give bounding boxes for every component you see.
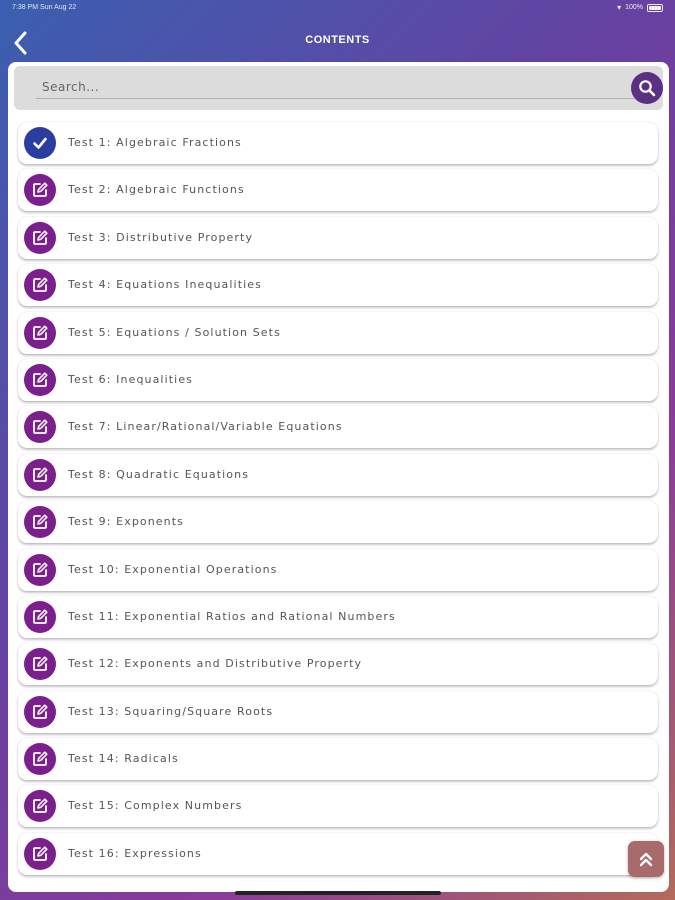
list-item-label: Test 9: Exponents <box>68 515 184 529</box>
list-item[interactable] <box>18 359 658 401</box>
wifi-icon: ▾ <box>617 3 622 12</box>
completed-status-icon <box>24 127 56 159</box>
edit-icon <box>31 276 49 294</box>
list-item[interactable] <box>18 643 658 685</box>
pending-status-icon <box>24 790 56 822</box>
status-time-date <box>12 4 76 11</box>
search-icon <box>638 79 656 97</box>
list-item-label: Test 1: Algebraic Fractions <box>68 136 242 149</box>
pending-status-icon <box>24 601 56 633</box>
list-item[interactable] <box>18 217 658 259</box>
pending-status-icon <box>24 506 56 538</box>
status-indicators <box>617 3 663 12</box>
list-item-label: Test 2: Algebraic Functions <box>68 183 245 197</box>
list-item[interactable] <box>18 406 658 448</box>
edit-icon <box>31 703 49 721</box>
list-item[interactable] <box>18 596 658 638</box>
list-item-label: Test 15: Complex Numbers <box>68 799 243 813</box>
double-chevron-up-icon <box>637 850 655 868</box>
pending-status-icon <box>24 364 56 396</box>
pending-status-icon <box>24 317 56 349</box>
edit-icon <box>31 513 49 531</box>
edit-icon <box>31 229 49 247</box>
battery-icon <box>647 4 663 12</box>
list-item[interactable] <box>18 738 658 780</box>
edit-icon <box>31 561 49 579</box>
status-time: 7:38 PM <box>12 4 39 11</box>
list-item-label: Test 3: Distributive Property <box>68 230 254 244</box>
list-item-label: Test 6: Inequalities <box>68 372 194 386</box>
edit-icon <box>31 181 49 199</box>
status-bar <box>0 0 675 16</box>
search-bar <box>14 66 663 110</box>
status-date: Sun Aug 22 <box>40 4 77 11</box>
pending-status-icon <box>24 222 56 254</box>
search-button[interactable] <box>631 72 663 104</box>
edit-icon <box>31 418 49 436</box>
list-item[interactable] <box>18 454 658 496</box>
scroll-to-top-button[interactable] <box>628 841 664 877</box>
list-item-label: Test 16: Expressions <box>68 846 202 860</box>
list-item-label: Test 14: Radicals <box>68 752 179 766</box>
pending-status-icon <box>24 411 56 443</box>
battery-percent: 100% <box>625 4 643 11</box>
list-item[interactable] <box>18 691 658 733</box>
home-indicator <box>235 891 441 895</box>
list-item[interactable] <box>18 122 658 164</box>
edit-icon <box>31 750 49 768</box>
list-item-label: Test 12: Exponents and Distributive Property <box>68 657 363 671</box>
edit-icon <box>31 371 49 389</box>
list-item[interactable] <box>18 169 658 211</box>
contents-list <box>18 122 658 880</box>
edit-icon <box>31 608 49 626</box>
checkmark-icon <box>31 134 49 152</box>
pending-status-icon <box>24 269 56 301</box>
list-item-label: Test 4: Equations Inequalities <box>68 278 262 292</box>
edit-icon <box>31 797 49 815</box>
list-item-label: Test 13: Squaring/Square Roots <box>68 704 274 718</box>
pending-status-icon <box>24 696 56 728</box>
list-item[interactable] <box>18 549 658 591</box>
list-item[interactable] <box>18 312 658 354</box>
page-title: CONTENTS <box>305 34 370 46</box>
contents-panel <box>8 62 669 892</box>
list-item[interactable] <box>18 501 658 543</box>
pending-status-icon <box>24 459 56 491</box>
list-item-label: Test 8: Quadratic Equations <box>68 467 250 481</box>
list-item[interactable] <box>18 264 658 306</box>
list-item[interactable] <box>18 785 658 827</box>
pending-status-icon <box>24 554 56 586</box>
list-item-label: Test 10: Exponential Operations <box>68 562 278 576</box>
pending-status-icon <box>24 648 56 680</box>
list-item-label: Test 11: Exponential Ratios and Rational Numbers <box>68 609 396 623</box>
list-item[interactable] <box>18 833 658 875</box>
edit-icon <box>31 845 49 863</box>
list-item-label: Test 7: Linear/Rational/Variable Equations <box>68 420 343 434</box>
edit-icon <box>31 324 49 342</box>
pending-status-icon <box>24 838 56 870</box>
edit-icon <box>31 655 49 673</box>
list-item-label: Test 5: Equations / Solution Sets <box>68 325 281 339</box>
pending-status-icon <box>24 743 56 775</box>
edit-icon <box>31 466 49 484</box>
pending-status-icon <box>24 174 56 206</box>
search-input[interactable] <box>36 76 634 99</box>
nav-bar <box>0 22 675 62</box>
